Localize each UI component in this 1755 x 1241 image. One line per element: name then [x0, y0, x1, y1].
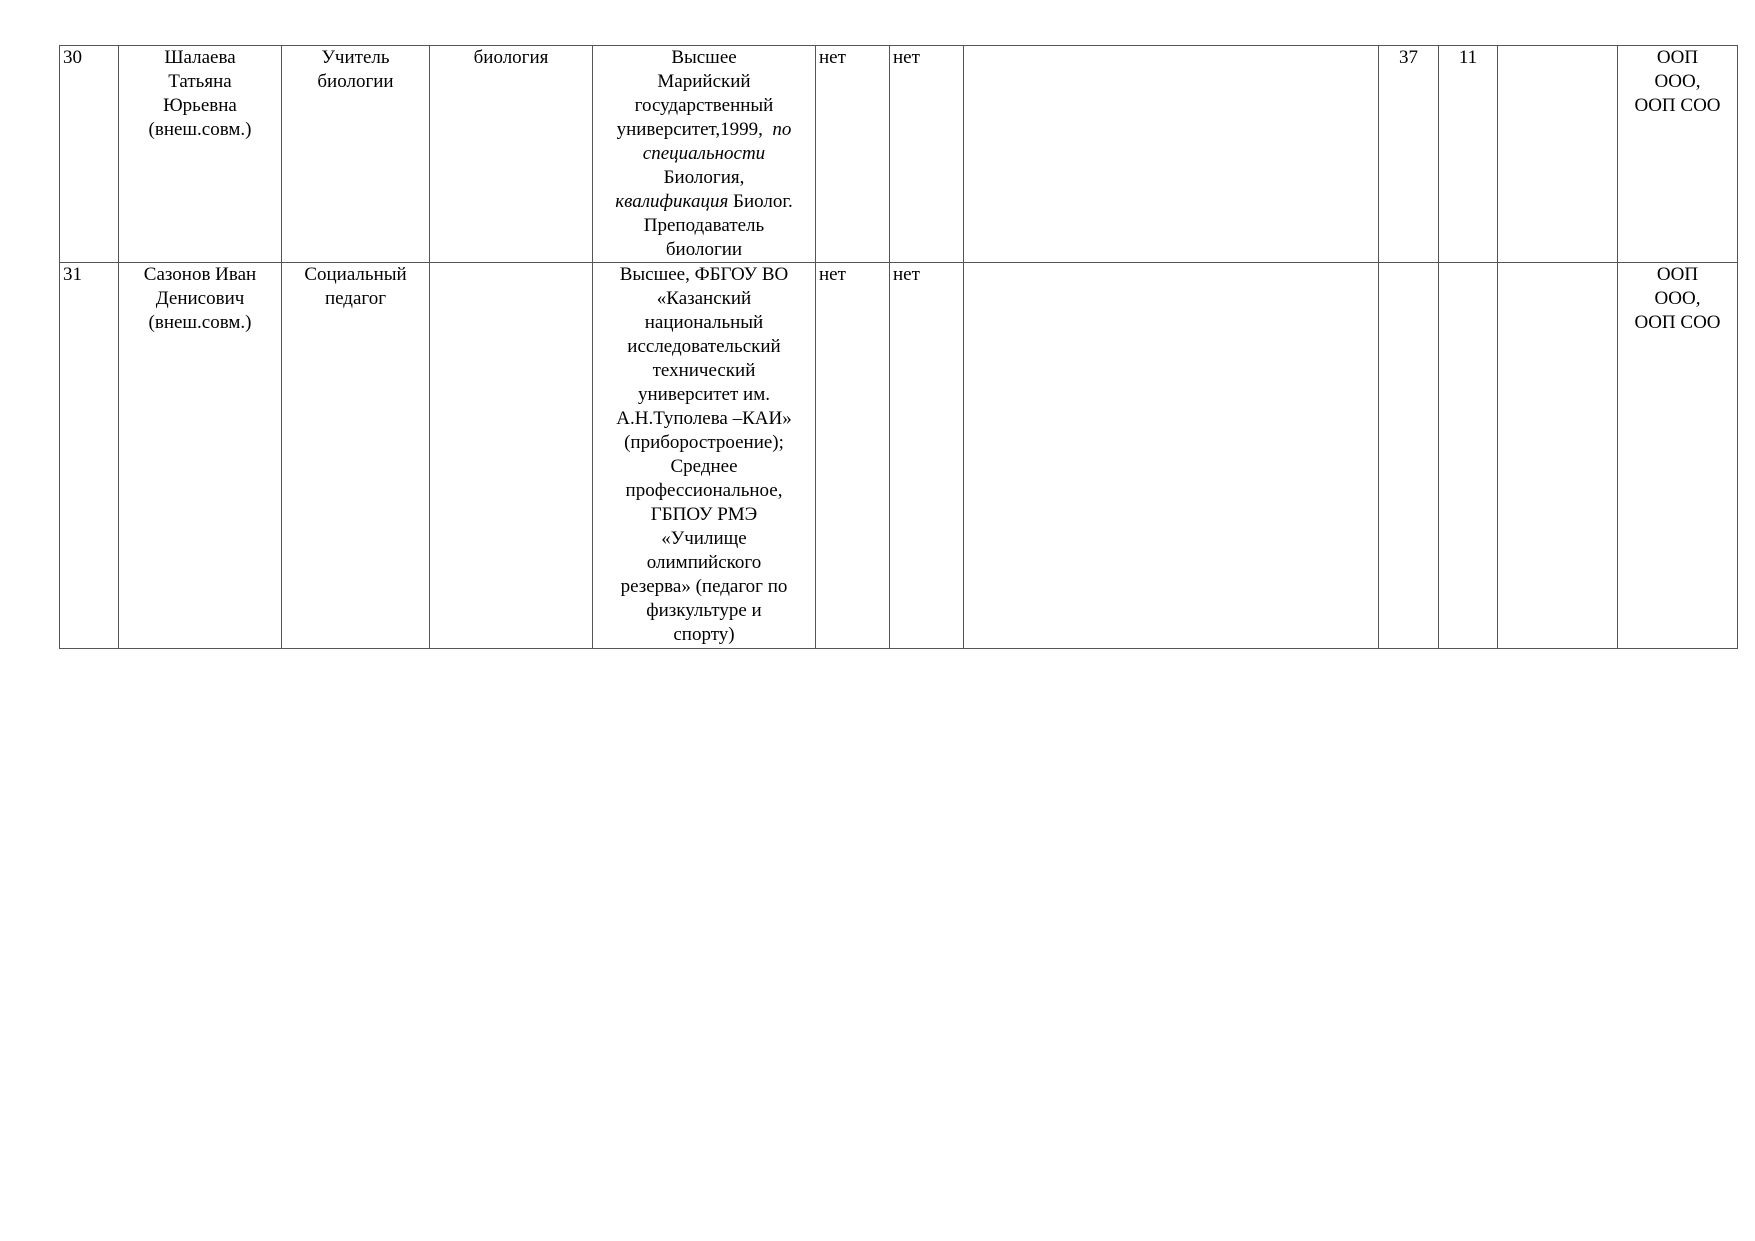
teacher-name: Шалаева Татьяна Юрьевна (внеш.совм.)	[119, 46, 282, 263]
extra-info	[1498, 263, 1618, 649]
total-experience: 37	[1379, 46, 1439, 263]
education-programs: ООП ООО, ООП СОО	[1618, 263, 1738, 649]
academic-degree: нет	[816, 263, 890, 649]
teacher-position: Социальный педагог	[282, 263, 430, 649]
total-experience	[1379, 263, 1439, 649]
training-info	[964, 263, 1379, 649]
teacher-name: Сазонов Иван Денисович (внеш.совм.)	[119, 263, 282, 649]
specialty-experience	[1439, 263, 1498, 649]
teacher-subject	[430, 263, 593, 649]
teacher-education: Высшее Марийский государственный университет,1999, по специальности Биология, квалификация Биолог. Преподаватель биологии	[593, 46, 816, 263]
academic-degree: нет	[816, 46, 890, 263]
table-row	[60, 46, 1738, 263]
table-row	[60, 263, 1738, 649]
academic-title: нет	[890, 46, 964, 263]
education-programs: ООП ООО, ООП СОО	[1618, 46, 1738, 263]
specialty-experience: 11	[1439, 46, 1498, 263]
teacher-subject: биология	[430, 46, 593, 263]
teacher-position: Учитель биологии	[282, 46, 430, 263]
row-number: 30	[60, 46, 119, 263]
staff-table	[59, 45, 1738, 649]
training-info	[964, 46, 1379, 263]
academic-title: нет	[890, 263, 964, 649]
extra-info	[1498, 46, 1618, 263]
teacher-education: Высшее, ФБГОУ ВО «Казанский национальный исследовательский технический университет им. А.Н.Туполева –КАИ» (приборостроение); Среднее профессиональное, ГБПОУ РМЭ «Училище олимпийского резерва» (педагог по физкультуре и спорту)	[593, 263, 816, 649]
row-number: 31	[60, 263, 119, 649]
